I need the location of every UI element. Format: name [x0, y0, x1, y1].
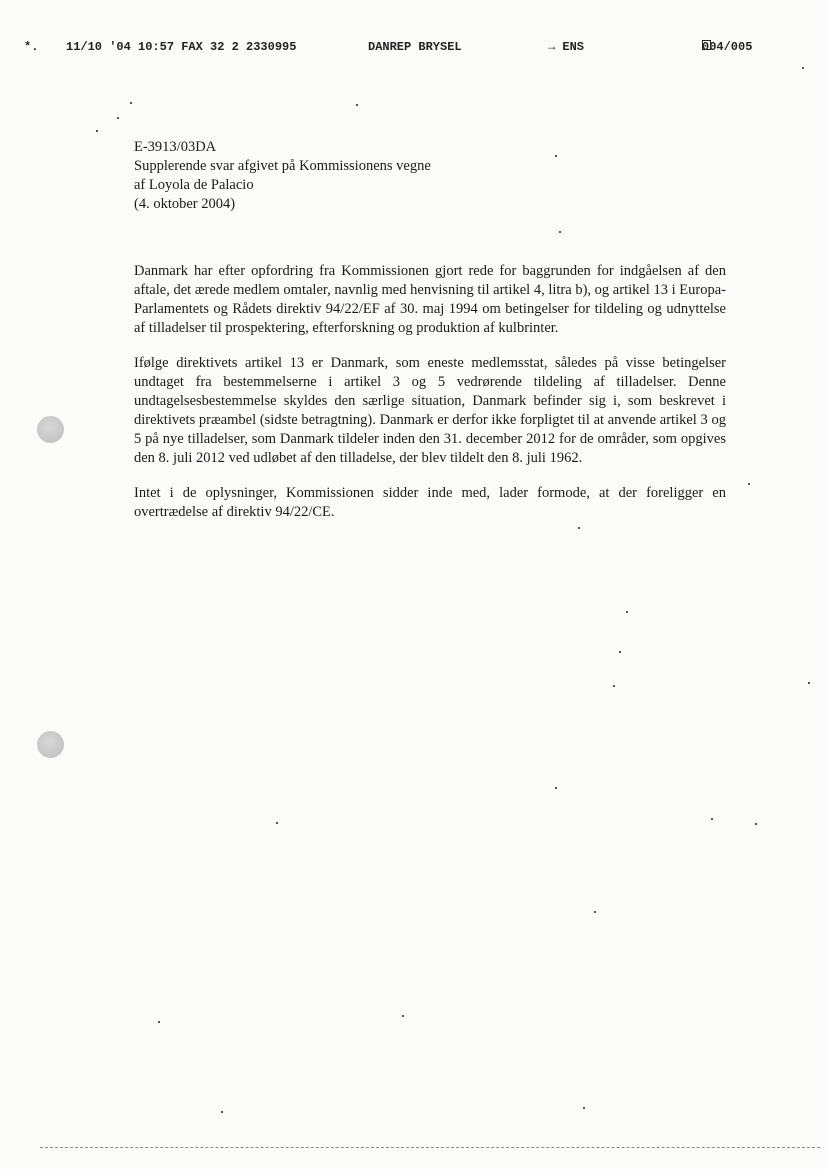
punch-hole — [37, 731, 64, 758]
scan-speck — [130, 102, 132, 104]
answer-date: (4. oktober 2004) — [134, 196, 236, 212]
scan-speck — [402, 1015, 404, 1017]
reference-block — [134, 138, 554, 214]
scan-speck — [559, 231, 561, 233]
body-paragraph: Danmark har efter opfordring fra Kommissionen gjort rede for baggrunden for indgåelsen af den aftale, det ærede medlem omtaler, navnlig med henvisning til artikel 4, litra b), og artikel 13 i Europa-Parlamentets og Rådets direktiv 94/22/EF af 30. maj 1994 om betingelser for tildeling og udnyttelse af tilladelser til prospektering, efterforskning og produktion af kulbrinter. — [134, 263, 726, 336]
scan-speck — [96, 130, 98, 132]
punch-hole — [37, 416, 64, 443]
scan-speck — [626, 611, 628, 613]
answer-author: af Loyola de Palacio — [134, 177, 254, 193]
answer-body — [134, 262, 726, 538]
scan-speck — [802, 67, 804, 69]
page-counter-text: 004/005 — [702, 40, 753, 54]
question-number: E-3913/03DA — [134, 139, 217, 155]
scan-speck — [711, 818, 713, 820]
scan-speck — [117, 117, 119, 119]
scan-speck — [555, 155, 557, 157]
fax-timestamp: 11/10 '04 10:57 FAX 32 2 2330995 — [66, 40, 297, 54]
bottom-scan-line — [40, 1147, 820, 1148]
scan-speck — [755, 823, 757, 825]
scan-speck — [613, 685, 615, 687]
answer-subtitle: Supplerende svar afgivet på Kommissionens vegne — [134, 158, 431, 174]
scan-speck — [594, 911, 596, 913]
scan-speck — [808, 682, 810, 684]
fax-header — [0, 40, 828, 60]
scan-speck — [748, 483, 750, 485]
scan-speck — [221, 1111, 223, 1113]
scan-speck — [583, 1107, 585, 1109]
scan-speck — [619, 651, 621, 653]
scan-speck — [158, 1021, 160, 1023]
scan-speck — [578, 527, 580, 529]
body-paragraph: Ifølge direktivets artikel 13 er Danmark, som eneste medlemsstat, således på visse betingelser undtaget fra bestemmelserne i artikel 3 og 5 vedrørende tildeling af tilladelser. Denne undtagelsesbestemmelse skyldes den særlige situation, Danmark befinder sig i, som beskrevet i direktivets præambel (sidste betragtning). Danmark er derfor ikke forpligtet til at anvende artikel 3 og 5 på nye tilladelser, som Danmark tildeler inden den 31. december 2012 for de områder, som opgives den 8. juli 2012 ved udløbet af den tilladelse, der blev tildelt den 8. juli 1962. — [134, 355, 726, 466]
fax-sender: DANREP BRYSEL — [368, 40, 462, 54]
scan-speck — [356, 104, 358, 106]
fax-mark: *. — [24, 40, 39, 54]
body-paragraph: Intet i de oplysninger, Kommissionen sidder inde med, lader formode, at der foreligger en overtrædelse af direktiv 94/22/CE. — [134, 485, 726, 520]
scan-speck — [555, 787, 557, 789]
scan-speck — [276, 822, 278, 824]
fax-destination: → ENS — [548, 40, 585, 54]
